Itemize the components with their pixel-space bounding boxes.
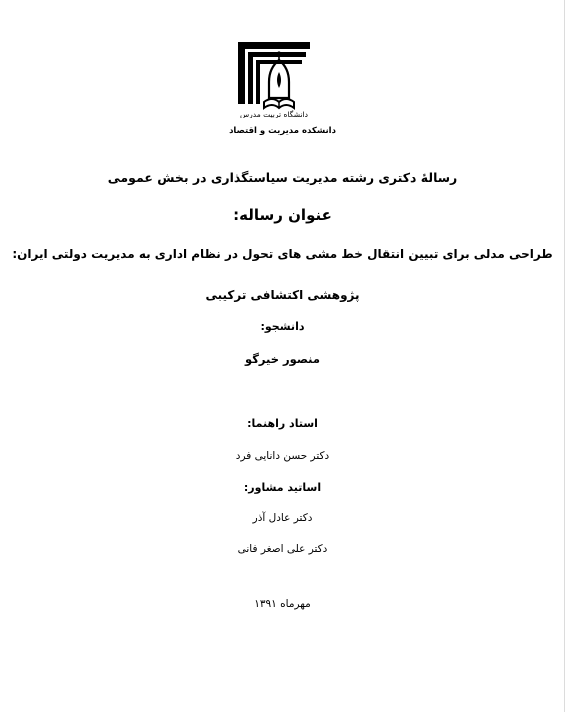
thesis-title-line-2: پژوهشی اکتشافی ترکیبی — [205, 288, 360, 302]
consultant-name: دکتر علی اصغر فانی — [237, 543, 328, 555]
university-logo-icon — [232, 38, 316, 118]
logo-wordmark: دانشگاه تربیت مدرس — [240, 110, 308, 118]
degree-line: رسالهٔ دکتری رشته مدیریت سیاستگذاری در بخش عمومی — [107, 170, 458, 185]
consultant-name: دکتر عادل آذر — [252, 512, 313, 524]
student-label: دانشجو: — [260, 320, 305, 333]
thesis-title-label: عنوان رساله: — [233, 206, 332, 224]
thesis-date: مهرماه ۱۳۹۱ — [254, 598, 311, 610]
thesis-title-line-1: طراحی مدلی برای تبیین انتقال خط مشی های تحول در نظام اداری به مدیریت دولتی ایران: — [12, 247, 553, 261]
advisor-label: استاد راهنما: — [247, 417, 318, 430]
consultants-label: اساتید مشاور: — [243, 481, 322, 494]
faculty-name: دانشکده مدیریت و اقتصاد — [229, 126, 336, 136]
student-name: منصور خیرگو — [244, 352, 320, 366]
advisor-name: دکتر حسن دانایی فرد — [235, 450, 330, 462]
